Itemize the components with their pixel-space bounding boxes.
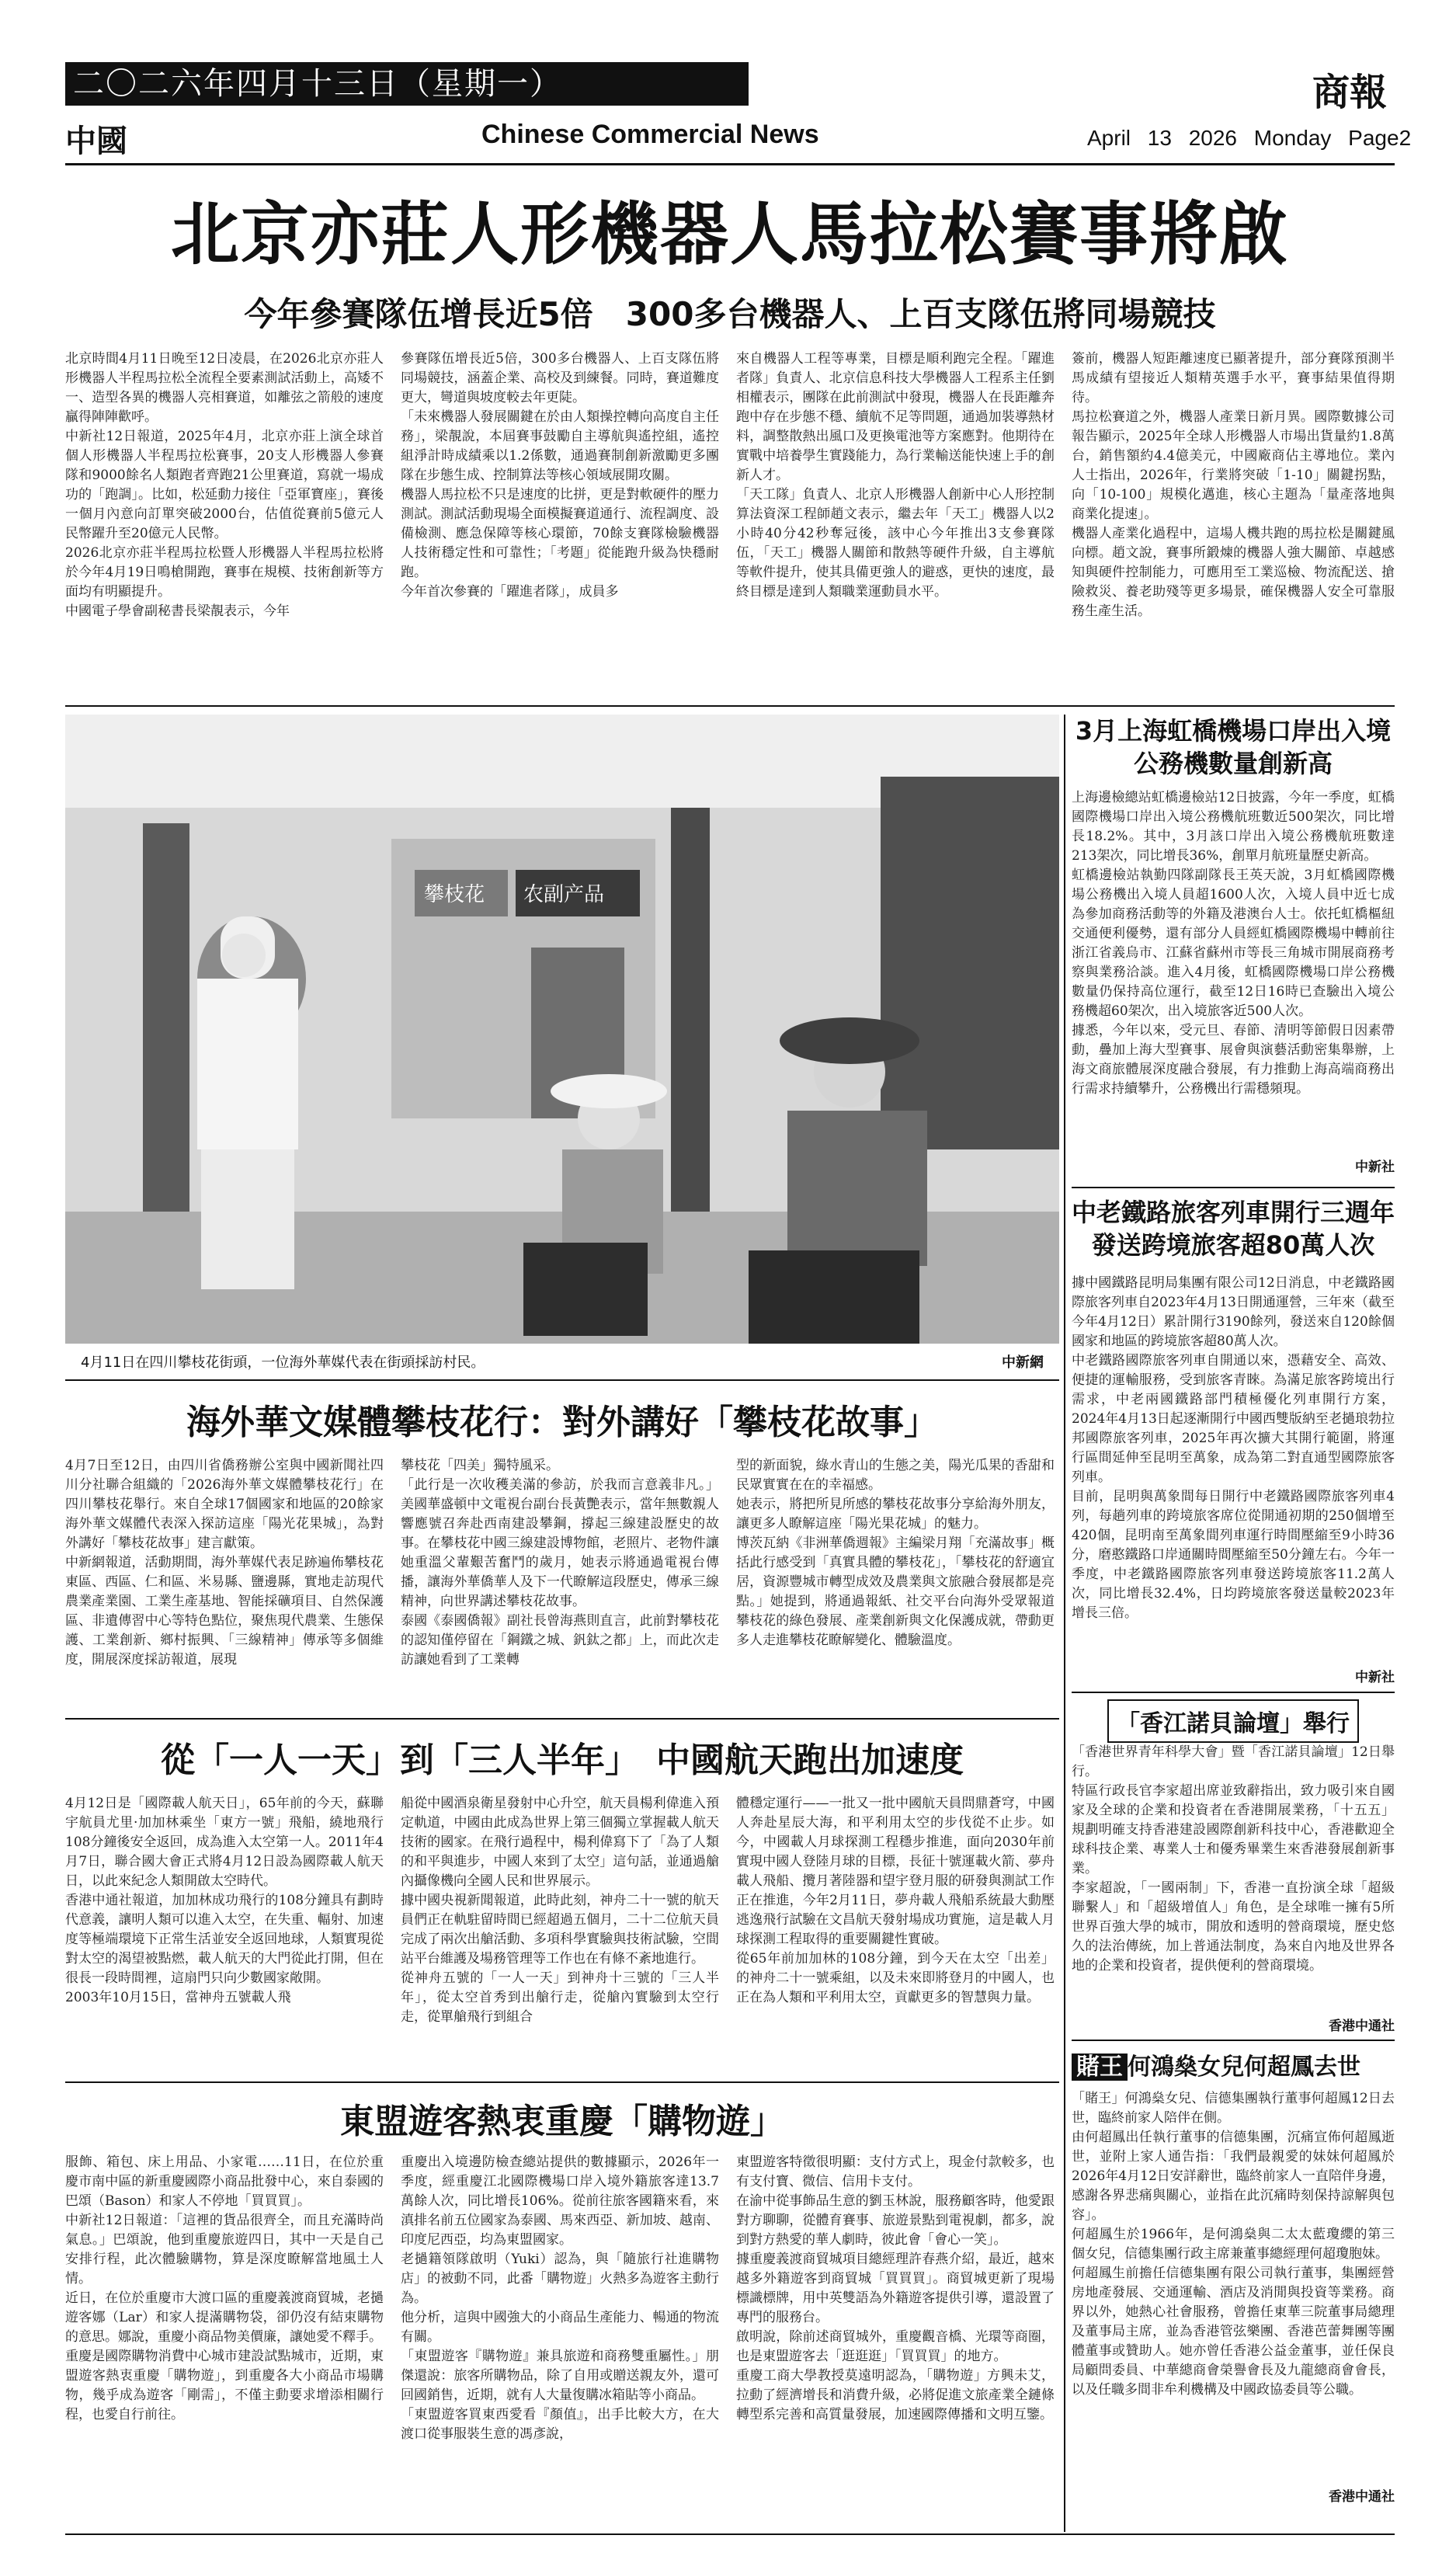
sidebar-headline-1: 3月上海虹橋機場口岸出入境公務機數量創新高 — [1075, 716, 1392, 778]
lead-text-4: 簽前，機器人短距離速度已顯著提升，部分賽隊預測半馬成績有望接近人類精英選手水平，賽事結果值得期待。 馬拉松賽道之外，機器人產業日新月異。國際數據公司報告顯示，2025年全球人形機器人市場出貨量約1.8萬台，銷售額約4.4億美元，中國廠商佔主導地位。業內人士指出，2026年，行業將突破「1-10」關鍵拐點，向「10-100」規模化邁進，核心主題為「量產落地與商業化提速」。 機器人產業化過程中，這場人機共跑的馬拉松是關鍵風向標。趙文說，賽事所鍛煉的機器人強大關節、卓越感知與硬件控制能力，可應用至工業巡檢、物流配送、搶險救災、養老助殘等更多場景，確保機器人安全可靠服務生產生活。 — [1072, 351, 1395, 619]
page-bottom-rule — [65, 2533, 1395, 2535]
sidebar-headline-4: 何鴻燊女兒何超鳳去世 — [1128, 2054, 1360, 2081]
sidebar-credit-1: 中新社 — [1355, 1160, 1395, 1175]
news-photo — [65, 715, 1059, 1344]
sidebar-text-2: 據中國鐵路昆明局集團有限公司12日消息，中老鐵路國際旅客列車自2023年4月13日開通運營，三年來（截至今年4月12日）累計開行3190餘列，發送來自120餘個國家和地區的跨境旅客超80萬人次。 中老鐵路國際旅客列車自開通以來，憑藉安全、高效、便捷的運輸服務，受到旅客青睞。為滿足旅客跨境出行需求，中老兩國鐵路部門積極優化列車開行方案，2024年4月13日起逐漸開行中國西雙版納至老撾琅勃拉邦國際旅客列車，2025年再次擴大其開行範圍，將運行區間延伸至昆明至萬象，成為第二對直通型國際旅客列車。 目前，昆明與萬象間每日開行中老鐵路國際旅客列車4列，每趟列車的跨境旅客席位從開通初期的250個增至420個，昆明南至萬象間列車運行時間壓縮至9小時36分，磨憨鐵路口岸通關時間壓縮至50分鐘左右。今年一季度，中老鐵路國際旅客列車發送跨境旅客11.2萬人次，同比增長32.4%，日均跨境旅客發送量較2023年增長三倍。 — [1072, 1275, 1395, 1621]
shop-sign-2: 农副产品 — [523, 883, 605, 906]
lead-text-2: 參賽隊伍增長近5倍，300多台機器人、上百支隊伍將同場競技，涵蓋企業、高校及到練餐。同時，賽道難度更大，彎道與坡度較去年更陡。 「未來機器人發展關鍵在於由人類操控轉向高度自主任務」，梁靚說，本屆賽事鼓勵自主導航與遙控組，遙控組淨計時成績乘以1.2係數，通過賽制創新激勵更多團隊在步態生成、控制算法等核心領域展開攻關。 機器人馬拉松不只是速度的比拼，更是對軟硬件的壓力測試。測試活動現場全面模擬賽道通行、流程調度、設備檢測、應急保障等核心環節，70餘支賽隊檢驗機器人技術穩定性和可靠性；「考題」從能跑升級為快穩耐跑。 今年首次參賽的「躍進者隊」，成員多 — [401, 351, 719, 600]
story2-column-3 — [736, 1456, 1055, 1713]
story3-column-3 — [736, 1794, 1055, 2075]
paper-name: Chinese Commercial News — [481, 120, 819, 149]
masthead-logo: 商報 — [1312, 71, 1388, 114]
issue-date: 二〇二六年四月十三日（星期一） — [73, 66, 562, 102]
sidebar-credit-2: 中新社 — [1355, 1670, 1395, 1685]
story3-text-3: 體穩定運行——一批又一批中國航天員問鼎蒼穹，中國人奔赴星辰大海，和平利用太空的步伐從不止步。如今，中國載人月球探測工程穩步推進，面向2030年前實現中國人登陸月球的目標，長征十號運載火箭、夢舟載人飛船、攬月著陸器和望宇登月服的研發與測試工作正在推進，今年2月11日，夢舟載人飛船系統最大動壓逃逸飛行試驗在文昌航天發射場成功實施，這是載人月球探測工程取得的重要關鍵性實破。 從65年前加加林的108分鐘，到今天在太空「出差」的神舟二十一號乘組，以及未來即將登月的中國人，也正在為人類和平利用太空，貢獻更多的智慧與力量。 — [736, 1796, 1055, 2005]
sidebar-article-1 — [1072, 788, 1395, 1192]
story4-headline: 東盟遊客熱衷重慶「購物遊」 — [340, 2102, 784, 2141]
sidebar-text-4: 「賭王」何鴻燊女兒、信德集團執行董事何超鳳12日去世，臨終前家人陪伴在側。 由何超鳳出任執行董事的信德集團，沉痛宣佈何超鳳逝世，並附上家人通告指：「我們最親愛的妹妹何超鳳於2026年4月12日安詳辭世，臨終前家人一直陪伴身邊，感謝各界悲痛與關心，並指在此沉痛時刻保持諒解與包容」。 何超鳳生於1966年，是何鴻燊與二太太藍瓊纓的第三個女兒，信德集團行政主席兼董事總經理何超瓊胞妹。 何超鳳生前擔任信德集團有限公司執行董事，集團經營房地產發展、交通運輸、酒店及消閒與投資等業務。商界以外，她熱心社會服務，曾擔任東華三院董事局總理及董事局主席，並為香港管弦樂團、香港芭蕾舞團等團體董事或贊助人。她亦曾任香港公益金董事，並任保良局顧問委員、中華總商會榮譽會長及九龍總商會會長，以及任職多間非牟利機構及中國政協委員等公職。 — [1072, 2091, 1395, 2398]
sidebar-article-2 — [1072, 1274, 1395, 1681]
story4-column-3 — [736, 2153, 1055, 2518]
story2-top-rule — [65, 1379, 1059, 1381]
lead-column-3 — [736, 350, 1055, 701]
story4-column-2 — [401, 2153, 719, 2518]
lead-bottom-rule — [65, 705, 1395, 707]
sidebar-divider — [1064, 715, 1065, 2532]
sidebar-article-4 — [1072, 2089, 1395, 2481]
photo-credit: 中新網 — [1002, 1355, 1044, 1371]
sidebar-tag-4: 賭王 — [1072, 2054, 1128, 2081]
date-bar — [65, 62, 749, 106]
story3-headline: 從「一人一天」到「三人半年」 中國航天跑出加速度 — [161, 1741, 964, 1780]
lead-column-4 — [1072, 350, 1395, 701]
story4-top-rule — [65, 2081, 1059, 2083]
header-rule — [65, 163, 1395, 165]
village-scene-illustration — [65, 715, 1059, 1344]
sidebar-headline-2: 中老鐵路旅客列車開行三週年發送跨境旅客超80萬人次 — [1072, 1198, 1395, 1260]
story2-text-2: 攀枝花「四美」獨特風采。 「此行是一次收穫美滿的參訪，於我而言意義非凡。」美國華盛頓中文電視台副台長黃艷表示，當年無數親人響應號召奔赴西南建設攀鋼，撐起三線建設歷史的故事。在攀枝花中國三線建設博物館，老照片、老物件讓她重溫父輩艱苦奮鬥的歲月，她表示將通過電視台傳播，讓海外華僑華人及下一代瞭解這段歷史，傳承三線精神，向世界講述攀枝花故事。 泰國《泰國僑報》副社長曾海燕則直言，此前對攀枝花的認知僅停留在「鋼鐵之城、釩鈦之都」上，而此次走訪讓她看到了工業轉 — [401, 1458, 719, 1668]
story2-column-1 — [65, 1456, 384, 1713]
photo-caption: 4月11日在四川攀枝花街頭，一位海外華媒代表在街頭採訪村民。 — [81, 1355, 485, 1371]
lead-subhead: 今年參賽隊伍增長近5倍 300多台機器人、上百支隊伍將同場競技 — [244, 295, 1216, 333]
story2-headline: 海外華文媒體攀枝花行：對外講好「攀枝花故事」 — [186, 1403, 938, 1442]
sidebar-credit-4: 香港中通社 — [1329, 2489, 1395, 2505]
sidebar-headline-3-wrap — [1072, 1699, 1395, 1743]
story3-text-1: 4月12日是「國際載人航天日」，65年前的今天，蘇聯宇航員尤里·加加林乘坐「東方一號」飛船，繞地飛行108分鐘後安全返回，成為進入太空第一人。2011年4月7日，聯合國大會正式將4月12日設為國際載人航天日，以此來紀念人類開啟太空時代。 香港中通社報道，加加林成功飛行的108分鐘具有劃時代意義，讓明人類可以進入太空，在失重、輻射、加速度等極端環境下正常生活並安全返回地球，人類實現從對太空的渴望被點燃，載人航天的大門從此打開，但在很長一段時間裡，這扇門只向少數國家敞開。 2003年10月15日，當神舟五號載人飛 — [65, 1796, 384, 2005]
lead-column-2 — [401, 350, 719, 701]
sidebar-headline-3: 「香江諾貝論壇」舉行 — [1107, 1699, 1359, 1743]
story4-column-1 — [65, 2153, 384, 2518]
sidebar-headline-4-wrap — [1072, 2047, 1395, 2081]
sidebar-text-3: 「香港世界青年科學大會」暨「香江諾貝論壇」12日舉行。 特區行政長官李家超出席並致辭指出，致力吸引來自國家及全球的企業和投資者在香港開展業務，「十五五」規劃明確支持香港建設國際創新科技中心，香港歡迎全球科技企業、專業人士和優秀畢業生來香港發展創新事業。 李家超說，「一國兩制」下，香港一直扮演全球「超級聯繫人」和「超級增值人」角色，是全球唯一擁有5所世界百強大學的城市，開放和透明的營商環境，歷史悠久的法治傳統，加上普通法制度，為來自內地及世界各地的企業和投資者，提供便利的營商環境。 — [1072, 1744, 1395, 1974]
sidebar-article-3 — [1072, 1743, 1395, 2030]
story3-column-2 — [401, 1794, 719, 2075]
story2-text-3: 型的新面貌，綠水青山的生態之美，陽光瓜果的香甜和民眾實實在在的幸福感。 她表示，將把所見所感的攀枝花故事分享給海外朋友，讓更多人瞭解這座「陽光果花城」的魅力。 博茨瓦納《非洲華僑週報》主編梁月翔「充滿故事」概括此行感受到「真實具體的攀枝花」，「攀枝花的舒適宜居，資源豐城市轉型成效及農業與文旅融合發展都是亮點。」她提到，將通過報紙、社交平台向海外受眾報道攀枝花的綠色發展、產業創新與文化保護成就，帶動更多人走進攀枝花瞭解變化、體驗溫度。 — [736, 1458, 1055, 1648]
lead-text-1: 北京時間4月11日晚至12日凌晨，在2026北京亦莊人形機器人半程馬拉松全流程全要素測試活動上，高矮不一、造型各異的機器人亮相賽道，如離弦之箭般的速度贏得陣陣歡呼。 中新社12日報道，2025年4月，北京亦莊上演全球首個人形機器人半程馬拉松賽事，20支人形機器人參賽隊和9000餘名人類跑者齊跑21公里賽道，寫就一場成功的「跑調」。比如，松延動力接住「亞軍寶座」，賽後一個月內意向訂單突破2000台，估值從賽前5億元人民幣躍升至20億元人民幣。 2026北京亦莊半程馬拉松暨人形機器人半程馬拉松將於今年4月19日鳴槍開跑，賽事在規模、技術創新等方面均有明顯提升。 中國電子學會副秘書長梁靚表示，今年 — [65, 351, 384, 619]
lead-headline: 北京亦莊人形機器人馬拉松賽事將啟 — [170, 194, 1289, 274]
sidebar-rule-3 — [1072, 2040, 1395, 2041]
sidebar-rule-1 — [1072, 1187, 1395, 1188]
sidebar-text-1: 上海邊檢總站虹橋邊檢站12日披露，今年一季度，虹橋國際機場口岸出入境公務機航班數近500架次，同比增長18.2%。其中，3月該口岸出入境公務機航班數達213架次，同比增長36%，創單月航班量歷史新高。 虹橋邊檢站執勤四隊副隊長王英天說，3月虹橋國際機場公務機出入境人員超1600人次，入境人員中近七成為參加商務活動等的外籍及港澳台人士。依托虹橋樞紐交通便利優勢，還有部分人員經虹橋國際機場中轉前往浙江省義烏市、江蘇省蘇州市等長三角城市開展商務考察與業務洽談。進入4月後，虹橋國際機場口岸公務機數量仍保持高位運行，截至12日16時已查驗出入境公務機超60架次，出入境旅客近500人次。 據悉，今年以來，受元旦、春節、清明等節假日因素帶動，疊加上海大型賽事、展會與演藝活動密集舉辦，上海文商旅體展深度融合發展，有力推動上海高端商務出行需求持續攀升，公務機出行需穩頻現。 — [1072, 790, 1395, 1097]
section-label: 中國 — [65, 123, 127, 159]
sidebar-credit-3: 香港中通社 — [1329, 2019, 1395, 2034]
page-info: April 13 2026 Monday Page2 — [1087, 126, 1412, 150]
story3-column-1 — [65, 1794, 384, 2075]
story4-text-1: 服飾、箱包、床上用品、小家電……11日，在位於重慶市南中區的新重慶國際小商品批發中心，來自泰國的巴頌（Bason）和家人不停地「買買買」。 中新社12日報道：「這裡的貨品很齊全，而且充滿時尚氣息。」巴頌說，他到重慶旅遊四日，其中一天是自己安排行程，此次體驗購物，算是深度瞭解當地風土人情。 近日，在位於重慶市大渡口區的重慶義渡商貿城，老撾遊客娜（Lar）和家人提滿購物袋，卻仍沒有結束購物的意思。娜說，重慶小商品物美價廉，讓她愛不釋手。 重慶是國際購物消費中心城市建設試點城市，近期，東盟遊客熱衷重慶「購物遊」，到重慶各大小商品市場購物，幾乎成為遊客「剛需」，不僅主動要求增添相關行程，也愛自行前往。 — [65, 2154, 384, 2422]
lead-column-1 — [65, 350, 384, 701]
story3-text-2: 船從中國酒泉衛星發射中心升空，航天員楊利偉進入預定軌道，中國由此成為世界上第三個獨立掌握載人航天技術的國家。在飛行過程中，楊利偉寫下了「為了人類的和平與進步，中國人來到了太空」這句話，並通過艙內攝像機向全國人民和世界展示。 據中國央視新聞報道，此時此刻，神舟二十一號的航天員們正在軌駐留時間已經超過五個月，二十二位航天員完成了兩次出艙活動、多項科學實驗與技術試驗，空間站平台維護及場務管理等工作也在有條不紊地進行。 從神舟五號的「一人一天」到神舟十三號的「三人半年」，從太空首秀到出艙行走，從艙內實驗到太空行走，從單艙飛行到組合 — [401, 1796, 719, 2025]
lead-text-3: 來自機器人工程等專業，目標是順利跑完全程。「躍進者隊」負責人、北京信息科技大學機器人工程系主任劉相權表示，團隊在此前測試中發現，機器人在長距離奔跑中存在步態不穩、續航不足等問題，通過加裝導熱材料，調整散熱出風口及更換電池等方案應對。他期待在實戰中培養學生實踐能力，為行業輸送能快速上手的創新人才。 「天工隊」負責人、北京人形機器人創新中心人形控制算法資深工程師趙文表示，繼去年「天工」機器人以2小時40分42秒奪冠後，該中心今年推出3支參賽隊伍，「天工」機器人關節和散熱等硬件升級，自主導航等軟件提升，使其具備更強人的避惑，更快的速度，最終目標是達到人類職業運動員水平。 — [736, 351, 1055, 600]
story3-top-rule — [65, 1718, 1059, 1720]
shop-sign-1: 攀枝花 — [424, 883, 485, 906]
story4-text-3: 東盟遊客特徵很明顯：支付方式上，現金付款較多，也有支付寶、微信、信用卡支付。 在渝中從事飾品生意的劉玉林說，服務顧客時，他愛跟對方聊聊，從體育賽事、旅遊景點到電視劇，都多，說到對方熱愛的華人劇時，彼此會「會心一笑」。 據重慶義渡商貿城項目總經理許春燕介紹，最近，越來越多外籍遊客到商貿城「買買買」。商貿城更新了現場標識標牌，用中英雙語為外籍遊客提供引導，還設置了專門的服務台。 啟明說，除前述商貿城外，重慶觀音橋、光環等商圈，也是東盟遊客去「逛逛逛」「買買買」的地方。 重慶工商大學教授莫遠明認為，「購物遊」方興未艾，拉動了經濟增長和消費升級，必將促進文旅產業全鏈條轉型系完善和高質量發展，加速國際傳播和文明互鑒。 — [736, 2154, 1055, 2422]
story2-column-2 — [401, 1456, 719, 1713]
story4-text-2: 重慶出入境邊防檢查總站提供的數據顯示，2026年一季度，經重慶江北國際機場口岸入境外籍旅客達13.7萬餘人次，同比增長106%。從前往旅客國籍來看，來滇排名前五位國家為泰國、馬來西亞、新加坡、越南、印度尼西亞，均為東盟國家。 老撾籍領隊啟明（Yuki）認為，與「隨旅行社進購物店」的被動不同，此番「購物遊」火熱多為遊客主動行為。 他分析，這與中國強大的小商品生產能力、暢通的物流有關。 「東盟遊客『購物遊』兼具旅遊和商務雙重屬性。」朋傑還說：旅客所購物品，除了自用或贈送親友外，還可回國銷售，近期，就有人大量復購冰箱貼等小商品。 「東盟遊客買東西愛看『顏值』，出手比較大方，在大渡口從事服裝生意的馮彥說， — [401, 2154, 719, 2442]
sidebar-rule-2 — [1072, 1692, 1395, 1693]
story2-text-1: 4月7日至12日，由四川省僑務辦公室與中國新聞社四川分社聯合組織的「2026海外華文媒體攀枝花行」在四川攀枝花舉行。來自全球17個國家和地區的20餘家海外華文媒體代表深入探訪這座「陽光花果城」，為對外講好「攀枝花故事」建言獻策。 中新網報道，活動期間，海外華媒代表足跡遍佈攀枝花東區、西區、仁和區、米易縣、鹽邊縣，實地走訪現代農業產業園、工業生產基地、智能採礦項目、自然保護區、非遺傳習中心等特色點位，聚焦現代農業、生態保護、工業創新、鄉村振興、「三線精神」傳承等多個維度，開展深度採訪報道，展現 — [65, 1458, 384, 1668]
